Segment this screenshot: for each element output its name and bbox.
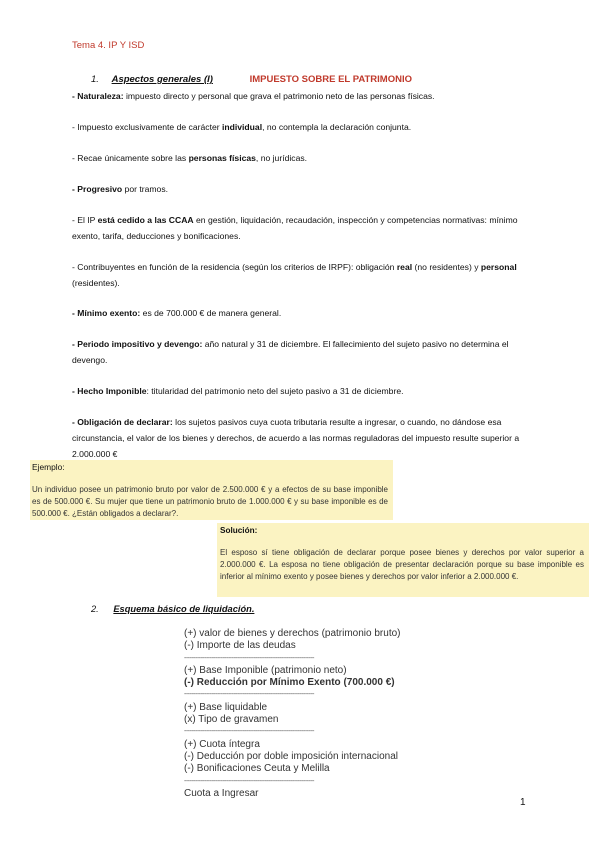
scheme-line: Cuota a Ingresar [184, 787, 259, 799]
paragraph-naturaleza: - Naturaleza: impuesto directo y personal que grava el patrimonio neto de las personas físicas. [72, 91, 435, 101]
paragraph-obligacion: - Obligación de declarar: los sujetos pasivos cuya cuota tributaria resulte a ingresar, o cuando, no dándose esa circunstancia, el valor de los bienes y derechos, de acuerdo a las normas reguladoras del impuesto resulte superior a 2.000.000 € [72, 417, 520, 459]
paragraph-personas-fisicas: - Recae únicamente sobre las personas físicas, no jurídicas. [72, 153, 308, 163]
example-title: Ejemplo: [32, 462, 65, 472]
section-label: Aspectos generales (I) [111, 74, 213, 85]
paragraph-cedido: - El IP está cedido a las CCAA en gestión, liquidación, recaudación, inspección y competencias normativas: mínimo exento, tarifa, deducciones y bonificaciones. [72, 215, 518, 241]
scheme-separator: ----------------------------------------------------------------------- [184, 691, 315, 699]
paragraph-periodo: - Periodo impositivo y devengo: año natural y 31 de diciembre. El fallecimiento del sujeto pasivo no determina el devengo. [72, 339, 509, 365]
scheme-separator: ----------------------------------------------------------------------- [184, 728, 315, 736]
scheme-separator: ----------------------------------------------------------------------- [184, 654, 315, 662]
paragraph-individual: - Impuesto exclusivamente de carácter individual, no contempla la declaración conjunta. [72, 122, 412, 132]
page-header: Tema 4. IP Y ISD [72, 40, 145, 51]
scheme-line: (+) Cuota íntegra [184, 738, 260, 750]
scheme-line: (-) Importe de las deudas [184, 640, 296, 652]
paragraph-contribuyentes: - Contribuyentes en función de la residencia (según los criterios de IRPF): obligación real (no residentes) y personal (residentes). [72, 262, 517, 288]
section-number: 1. [91, 74, 99, 85]
paragraph-progresivo: - Progresivo por tramos. [72, 184, 169, 194]
page-number: 1 [520, 797, 526, 808]
section-number: 2. [91, 604, 99, 614]
scheme-line: (+) Base liquidable [184, 701, 268, 713]
section-2-heading [91, 604, 254, 614]
scheme-line: (+) Base Imponible (patrimonio neto) [184, 664, 347, 676]
scheme-line: (-) Deducción por doble imposición internacional [184, 750, 398, 762]
scheme-line: (x) Tipo de gravamen [184, 714, 279, 726]
scheme-line: (-) Reducción por Mínimo Exento (700.000 €) [184, 677, 395, 689]
example-text: Un individuo posee un patrimonio bruto por valor de 2.500.000 € y a efectos de su base imponible es de 500.000 €. Su mujer que tiene un patrimonio bruto de 1.000.000 € y su base imponible es de 500.000 €. ¿Están obligados a declarar?. [32, 485, 388, 518]
section-label: Esquema básico de liquidación. [113, 604, 255, 614]
paragraph-hecho-imponible: - Hecho Imponible: titularidad del patrimonio neto del sujeto pasivo a 31 de diciembre. [72, 386, 404, 396]
section-title: IMPUESTO SOBRE EL PATRIMONIO [249, 74, 412, 85]
scheme-line: (+) valor de bienes y derechos (patrimonio bruto) [184, 628, 401, 639]
solution-text: El esposo sí tiene obligación de declarar porque posee bienes y derechos por valor superior a 2.000.000 €. La esposa no tiene obligación de presentar declaración porque su base imponible es inferior al mínimo exento y posee bienes y derechos por valor inferior a 2.000.000 €. [220, 548, 584, 581]
paragraph-minimo-exento: - Mínimo exento: es de 700.000 € de manera general. [72, 308, 282, 318]
example-box [30, 460, 393, 520]
solution-title: Solución: [220, 526, 258, 535]
scheme-line: (-) Bonificaciones Ceuta y Melilla [184, 763, 330, 775]
liquidation-scheme [184, 628, 401, 800]
section-1-heading [91, 74, 412, 85]
solution-box [217, 523, 589, 597]
scheme-separator: ----------------------------------------------------------------------- [184, 777, 315, 785]
